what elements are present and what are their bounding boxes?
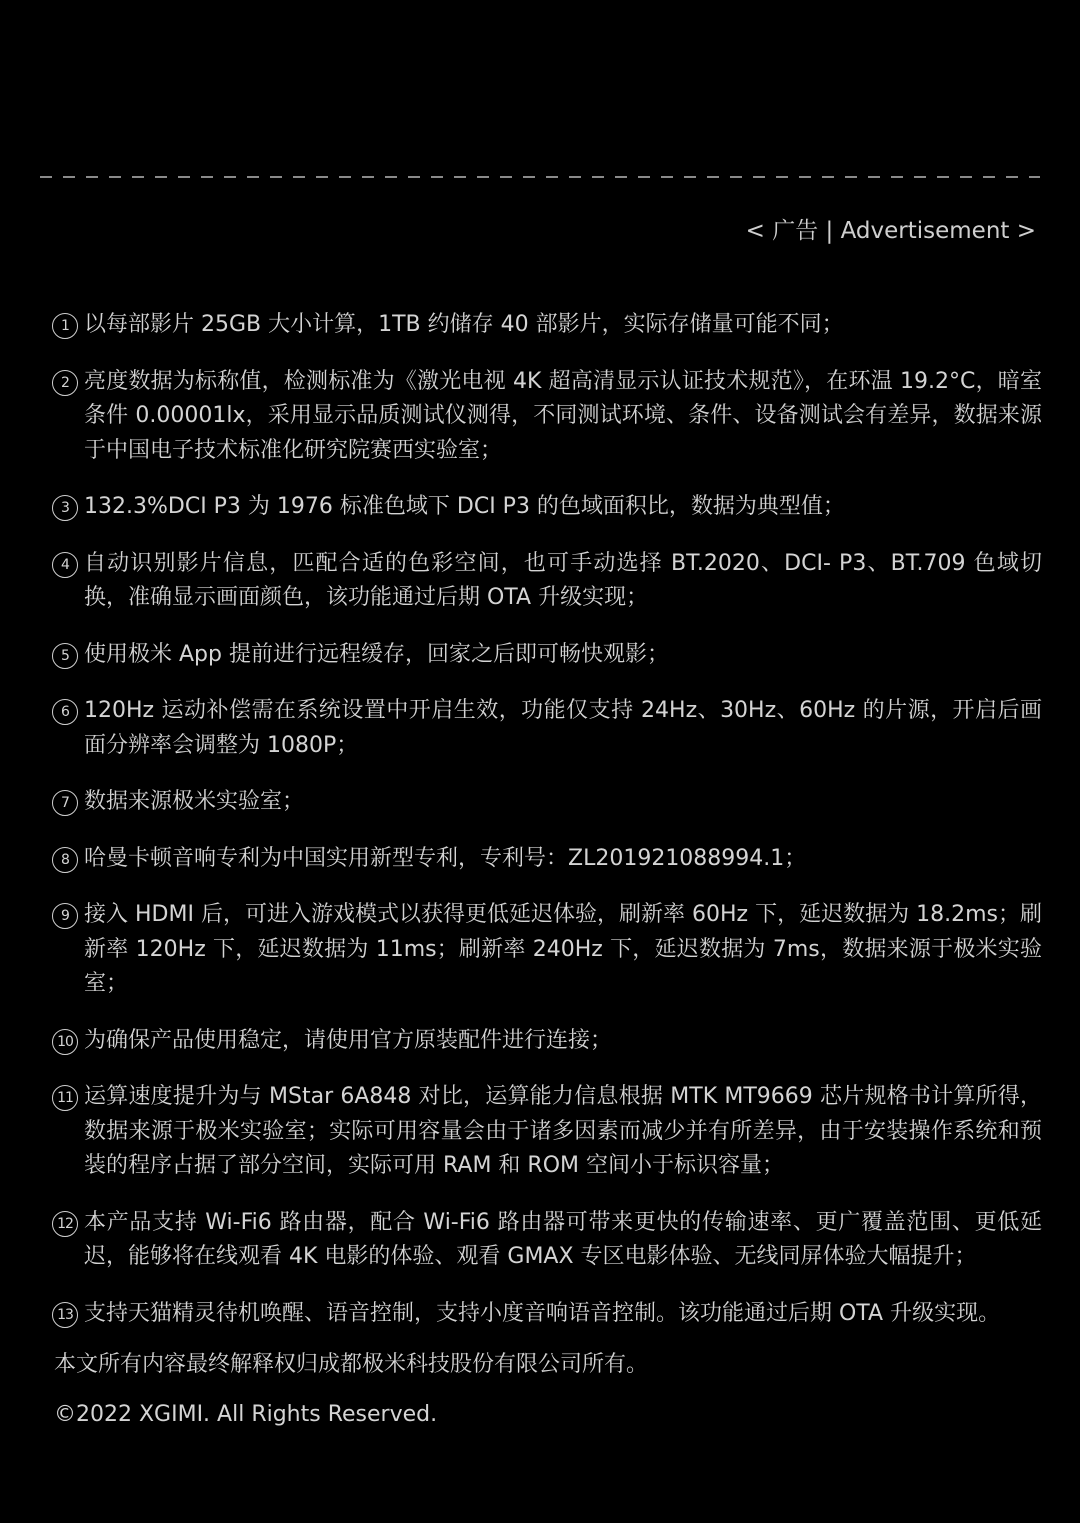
footnote-item (52, 308, 1042, 343)
footnote-number: 3 (52, 495, 78, 521)
footnote-text: 接入 HDMI 后，可进入游戏模式以获得更低延迟体验，刷新率 60Hz 下，延迟数据为 18.2ms；刷新率 120Hz 下，延迟数据为 11ms；刷新率 240Hz 下，延迟数据为 7ms，数据来源于极米实验室； (84, 902, 1042, 996)
footnote-item (52, 1080, 1042, 1184)
footnote-number: 7 (52, 790, 78, 816)
footnote-text: 本产品支持 Wi-Fi6 路由器，配合 Wi-Fi6 路由器可带来更快的传输速率、更广覆盖范围、更低延迟，能够将在线观看 4K 电影的体验、观看 GMAX 专区电影体验、无线同屏体验大幅提升； (84, 1209, 1042, 1269)
footnote-text: 数据来源极米实验室； (84, 789, 305, 814)
footnote-text: 120Hz 运动补偿需在系统设置中开启生效，功能仅支持 24Hz、30Hz、60Hz 的片源，开启后画面分辨率会调整为 1080P； (84, 698, 1042, 758)
footnote-item (52, 694, 1042, 763)
footnote-text: 亮度数据为标称值，检测标准为《激光电视 4K 超高清显示认证技术规范》，在环温 19.2°C，暗室条件 0.00001lx，采用显示品质测试仪测得，不同测试环境、条件、设备测试会有差异，数据来源于中国电子技术标准化研究院赛西实验室； (84, 368, 1042, 463)
copyright-text: ©2022 XGIMI. All Rights Reserved. (54, 1402, 438, 1427)
footnote-number: 1 (52, 313, 78, 339)
footnote-text: 使用极米 App 提前进行远程缓存，回家之后即可畅快观影； (84, 641, 669, 667)
footnote-text: 132.3%DCI P3 为 1976 标准色域下 DCI P3 的色域面积比，数据为典型值； (84, 494, 845, 519)
footnote-number: 12 (52, 1211, 78, 1237)
footnote-number: 2 (52, 370, 78, 396)
footnote-number: 13 (52, 1302, 78, 1328)
footnote-text: 哈曼卡顿音响专利为中国实用新型专利，专利号：ZL201921088994.1； (84, 845, 807, 871)
footnotes-list (52, 308, 1042, 1353)
footnote-number: 10 (52, 1029, 78, 1055)
footnote-item (52, 1297, 1042, 1332)
footnote-item (52, 1206, 1042, 1275)
footnote-item (52, 490, 1042, 525)
footnote-number: 8 (52, 847, 78, 873)
footnote-item (52, 638, 1042, 673)
footnote-item (52, 1024, 1042, 1059)
footnote-number: 6 (52, 699, 78, 725)
footnote-text: 运算速度提升为与 MStar 6A848 对比，运算能力信息根据 MTK MT9669 芯片规格书计算所得，数据来源于极米实验室；实际可用容量会由于诸多因素而减少并有所差异，由于安装操作系统和预装的程序占据了部分空间，实际可用 RAM 和 ROM 空间小于标识容量； (84, 1084, 1042, 1178)
footnote-number: 11 (52, 1085, 78, 1111)
footnote-number: 5 (52, 643, 78, 669)
footnote-number: 4 (52, 552, 78, 578)
footnote-item (52, 365, 1042, 469)
dashed-divider (40, 176, 1040, 178)
footnote-number: 9 (52, 903, 78, 929)
footnote-item (52, 842, 1042, 877)
footnote-text: 为确保产品使用稳定，请使用官方原装配件进行连接； (84, 1027, 613, 1053)
footnote-item (52, 547, 1042, 616)
footer (54, 1347, 1034, 1433)
footnote-text: 自动识别影片信息，匹配合适的色彩空间，也可手动选择 BT.2020、DCI- P3、BT.709 色域切换，准确显示画面颜色，该功能通过后期 OTA 升级实现； (84, 550, 1042, 610)
footnote-item (52, 898, 1042, 1002)
footnote-text: 以每部影片 25GB 大小计算，1TB 约储存 40 部影片，实际存储量可能不同； (84, 312, 844, 337)
rights-statement: 本文所有内容最终解释权归成都极米科技股份有限公司所有。 (54, 1352, 649, 1377)
advertisement-label: < 广告 | Advertisement > (745, 218, 1036, 244)
footnote-item (52, 785, 1042, 820)
footnote-text: 支持天猫精灵待机唤醒、语音控制，支持小度音响语音控制。该功能通过后期 OTA 升级实现。 (84, 1300, 1001, 1326)
